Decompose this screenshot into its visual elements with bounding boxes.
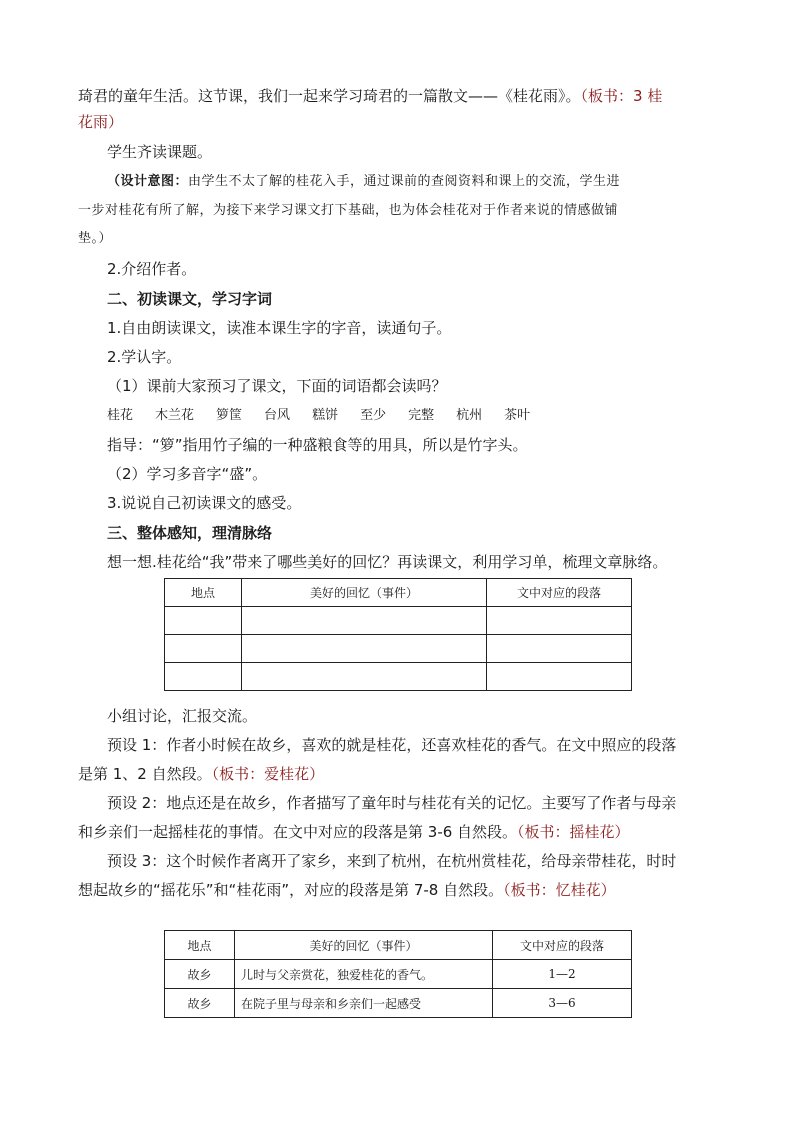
preview-question: （1）课前大家预习了课文，下面的词语都会读吗？ [107,377,447,395]
table-header-row [165,931,632,960]
cell-location: 故乡 [165,989,235,1018]
preset1-line1: 预设 1：作者小时候在故乡，喜欢的就是桂花，还喜欢桂花的香气。在文中照应的段落 [107,736,677,754]
cell-memory: 在院子里与母亲和乡亲们一起感受 [235,989,493,1018]
section3-heading: 三、整体感知，理清脉络 [107,524,273,542]
vocab-word: 糕饼 [312,408,339,423]
preset1-line2 [78,764,718,784]
header-location: 地点 [165,931,235,960]
table-cell [165,607,242,635]
read-title-text: 学生齐读课题。 [107,143,213,161]
table-row [165,607,632,635]
board-note-title-cont: 花雨） [78,113,124,131]
board-note-title: （板书：3 桂 [580,87,663,105]
preset3-line2 [78,880,718,900]
design-intent-line2: 一步对桂花有所了解，为接下来学习课文打下基础，也为体会桂花对于作者来说的情感做铺 [78,203,619,218]
preset1-text: 是第 1、2 自然段。 [78,765,212,783]
intro-text: 琦君的童年生活。这节课，我们一起来学习琦君的一篇散文——《桂花雨》。 [78,87,581,105]
feeling-text: 3.说说自己初读课文的感受。 [107,494,302,512]
vocab-word: 桂花 [107,408,134,423]
cell-memory: 儿时与父亲赏花，独爱桂花的香气。 [235,960,493,989]
table-cell [165,635,242,663]
table-header-row [165,579,632,607]
preset2-text: 和乡亲们一起摇桂花的事情。在文中对应的段落是第 3-6 自然段。 [78,823,518,841]
preset3-line1: 预设 3：这个时候作者离开了家乡，来到了杭州，在杭州赏桂花，给母亲带桂花，时时 [107,852,677,870]
cell-paragraph: 1—2 [493,960,632,989]
guide-text: 指导：“箩”指用竹子编的一种盛粮食等的用具，所以是竹字头。 [107,436,528,454]
vocab-word: 完整 [408,408,435,423]
vocab-word: 箩筐 [216,408,243,423]
vocab-word: 茶叶 [504,408,531,423]
preset2-line1: 预设 2：地点还是在故乡，作者描写了童年时与桂花有关的记忆。主要写了作者与母亲 [107,794,677,812]
cell-paragraph: 3—6 [493,989,632,1018]
vocab-word: 杭州 [456,408,483,423]
vocabulary-list [107,406,747,426]
table-cell [487,663,632,691]
table-cell [242,607,487,635]
board-note-remember: （板书：忆桂花） [503,881,616,899]
design-intent-line1 [107,172,747,192]
group-discuss-text: 小组讨论，汇报交流。 [107,707,258,725]
table-cell [242,663,487,691]
worksheet-table-filled [164,930,632,1018]
table-cell [242,635,487,663]
board-note-love: （板书：爱桂花） [211,765,325,783]
design-intent-line3: 垫。） [78,231,113,246]
table-row [165,663,632,691]
polyphone-text: （2）学习多音字“盛”。 [107,465,268,483]
intro-author: 2.介绍作者。 [107,260,197,278]
table-row [165,989,632,1018]
preset2-line2 [78,822,718,842]
cell-location: 故乡 [165,960,235,989]
read-free-text: 1.自由朗读课文，读准本课生字的字音，读通句子。 [107,319,452,337]
design-intent-text: 由学生不太了解的桂花入手，通过课前的查阅资料和课上的交流，学生进 [188,174,621,189]
worksheet-table-empty [164,578,632,691]
header-paragraph: 文中对应的段落 [487,579,632,607]
vocab-word: 至少 [360,408,387,423]
vocab-word: 木兰花 [155,408,195,423]
header-paragraph: 文中对应的段落 [493,931,632,960]
table-cell [165,663,242,691]
header-location: 地点 [165,579,242,607]
learn-chars-text: 2.学认字。 [107,348,182,366]
think-text: 想一想.桂花给“我”带来了哪些美好的回忆？再读课文，利用学习单，梳理文章脉络。 [107,553,668,571]
section2-heading: 二、初读课文，学习字词 [107,290,273,308]
table-row [165,635,632,663]
design-intent-label: （设计意图： [107,174,189,189]
table-cell [487,607,632,635]
table-row [165,960,632,989]
table-cell [487,635,632,663]
header-memory: 美好的回忆（事件） [242,579,487,607]
header-memory: 美好的回忆（事件） [235,931,493,960]
intro-paragraph [78,86,718,106]
preset3-text: 想起故乡的“摇花乐”和“桂花雨”，对应的段落是第 7-8 自然段。 [78,881,504,899]
board-note-shake: （板书：摇桂花） [517,823,630,841]
vocab-word: 台风 [264,408,291,423]
